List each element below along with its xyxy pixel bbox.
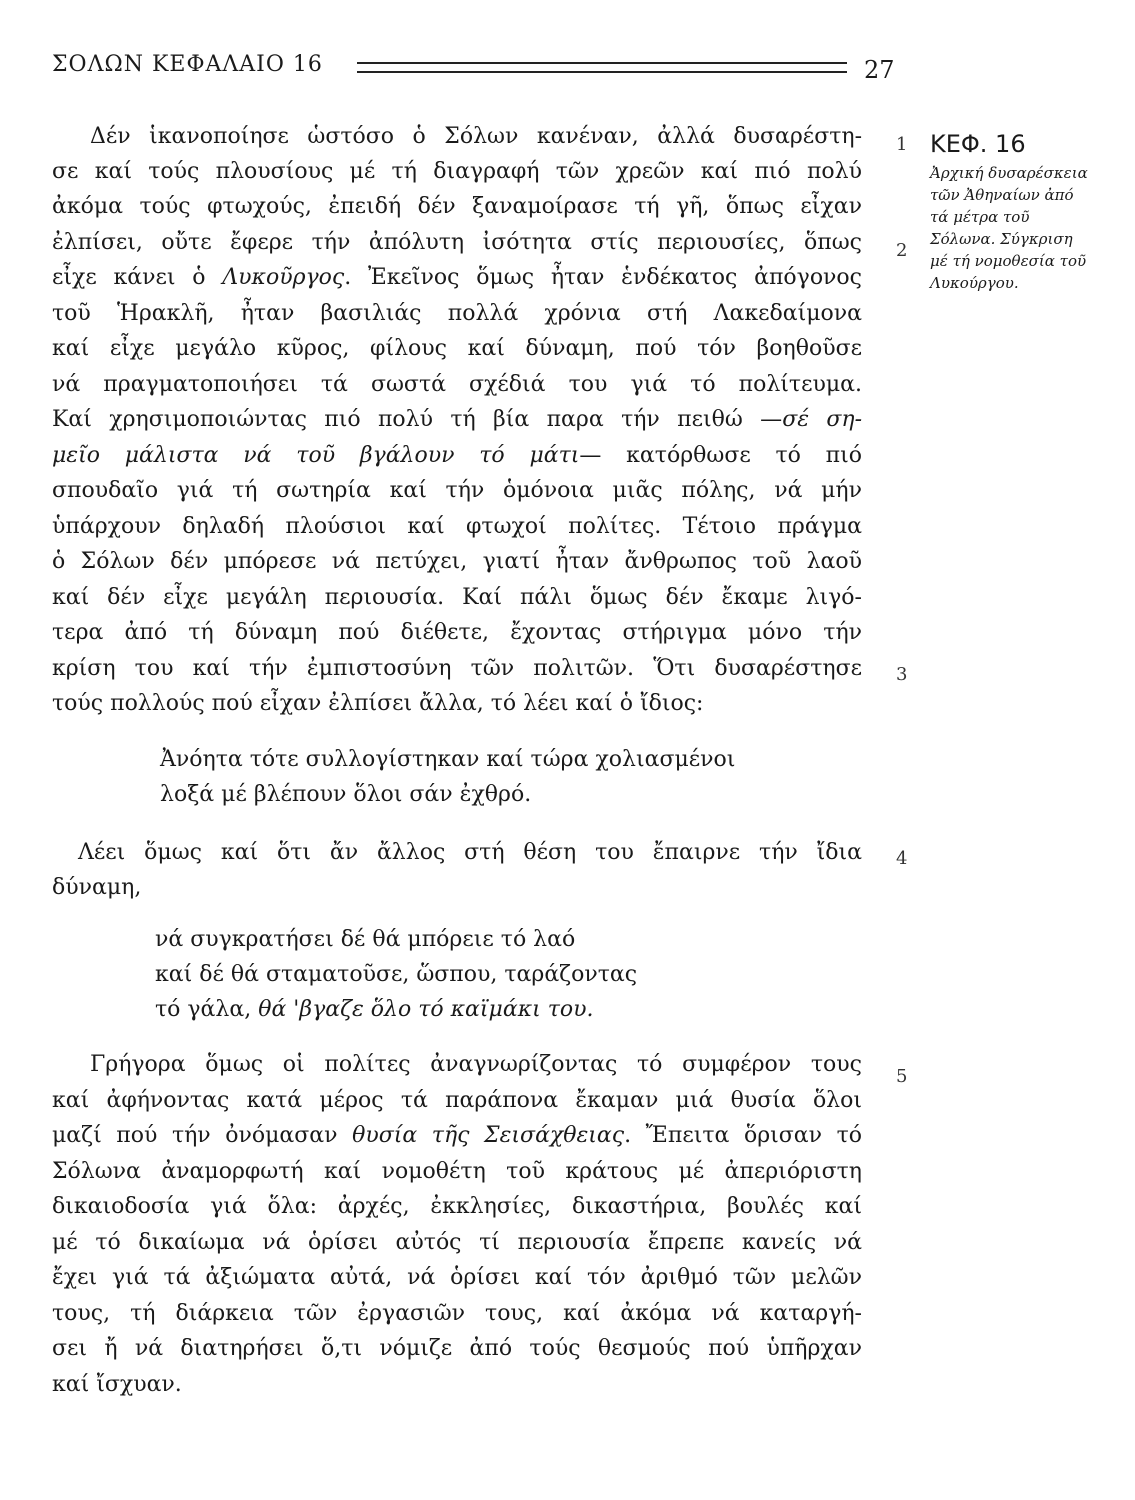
text-span: . Ἐκεῖνος ὅμως ἦταν ἑνδέκατος ἀπόγονος [344,265,862,290]
text-line: Λέει ὅμως καί ὅτι ἄν ἄλλος στή θέση του ἔπαιρνε τήν ἴδια [78,840,862,865]
text-span: — κατόρθωσε τό πιό [579,443,863,468]
italic-span: μεῖο μάλιστα νά τοῦ βγάλουν τό μάτι [52,443,580,468]
margin-number-2: 2 [896,240,908,261]
text-line: δύναμη, [52,875,142,900]
text-line [52,263,862,293]
text-line [52,441,862,471]
chapter-heading: ΚΕΦ. 16 [930,130,1026,158]
text-line: ὁ Σόλων δέν μπόρεσε νά πετύχει, γιατί ἦταν ἄνθρωπος τοῦ λαοῦ [52,549,862,574]
text-line: Σόλωνα ἀναμορφωτή καί νομοθέτη τοῦ κράτους μέ ἀπεριόριστη [52,1159,862,1184]
text-line: ὑπάρχουν δηλαδή πλούσιοι καί φτωχοί πολίτες. Τέτοιο πράγμα [52,514,862,539]
text-line [52,1121,862,1151]
text-line: σει ἤ νά διατηρήσει ὅ,τι νόμιζε ἀπό τούς θεσμούς πού ὑπῆρχαν [52,1336,862,1361]
text-span: τό γάλα, [155,997,259,1022]
text-line: νά πραγματοποιήσει τά σωστά σχέδιά του γιά τό πολίτευμα. [52,372,862,397]
margin-number-3: 3 [896,664,908,685]
text-line: ἐλπίσει, οὔτε ἔφερε τήν ἀπόλυτη ἰσότητα στίς περιουσίες, ὅπως [52,230,862,255]
running-title: ΣΟΛΩΝ ΚΕΦΑΛΑΙΟ 16 [52,52,323,77]
text-line: καί ἴσχυαν. [52,1372,182,1397]
text-line: κρίση του καί τήν ἐμπιστοσύνη τῶν πολιτῶν. Ὅτι δυσαρέστησε [52,656,862,681]
text-span: . Ἔπειτα ὅρισαν τό [624,1123,863,1148]
text-line: Δέν ἱκανοποίησε ὡστόσο ὁ Σόλων κανέναν, ἀλλά δυσαρέστη- [90,124,862,149]
verse-line: Ἀνόητα τότε συλλογίστηκαν καί τώρα χολιασμένοι [160,747,736,772]
text-line: τερα ἀπό τή δύναμη πού διέθετε, ἔχοντας στήριγμα μόνο τήν [52,620,862,645]
text-span: εἶχε κάνει ὁ [52,265,223,290]
header-double-rule [357,62,847,73]
text-line: καί δέν εἶχε μεγάλη περιουσία. Καί πάλι ὅμως δέν ἔκαμε λιγό- [52,585,862,610]
text-line: Γρήγορα ὅμως οἱ πολίτες ἀναγνωρίζοντας τό συμφέρον τους [90,1052,862,1077]
text-line: ἔχει γιά τά ἀξιώματα αὐτά, νά ὁρίσει καί τόν ἀριθμό τῶν μελῶν [52,1265,862,1290]
verse-line [155,995,594,1025]
text-line: τους, τή διάρκεια τῶν ἐργασιῶν τους, καί ἀκόμα νά καταργή- [52,1301,862,1326]
italic-span: σέ ση- [782,407,863,432]
text-line [52,405,862,435]
verse-line: καί δέ θά σταματοῦσε, ὥσπου, ταράζοντας [155,962,638,987]
page-number: 27 [864,56,895,84]
text-span: μαζί πού τήν ὀνόμασαν [52,1123,353,1148]
text-span: Καί χρησιμοποιώντας πιό πολύ τή βία παρα τήν πειθώ — [52,407,783,432]
italic-span: θυσία τῆς Σεισάχθειας [352,1123,625,1148]
text-line: ἀκόμα τούς φτωχούς, ἐπειδή δέν ξαναμοίρασε τή γῆ, ὅπως εἶχαν [52,194,862,219]
text-line: καί εἶχε μεγάλο κῦρος, φίλους καί δύναμη, πού τόν βοηθοῦσε [52,336,862,361]
text-line: μέ τό δικαίωμα νά ὁρίσει αὐτός τί περιουσία ἔπρεπε κανείς νά [52,1230,862,1255]
side-note [930,130,1090,294]
text-line: δικαιοδοσία γιά ὅλα: ἀρχές, ἐκκλησίες, δικαστήρια, βουλές καί [52,1194,862,1219]
text-line: τούς πολλούς πού εἶχαν ἐλπίσει ἄλλα, τό λέει καί ὁ ἴδιος: [52,691,704,716]
text-line: τοῦ Ἡρακλῆ, ἦταν βασιλιάς πολλά χρόνια στή Λακεδαίμονα [52,301,862,326]
verse-line: νά συγκρατήσει δέ θά μπόρειε τό λαό [155,927,576,952]
margin-number-5: 5 [896,1066,908,1087]
italic-span: Λυκοῦργος [222,265,345,290]
margin-number-4: 4 [896,848,908,869]
italic-span: θά 'βγαζε ὅλο τό καϊμάκι του. [258,997,594,1022]
margin-number-1: 1 [896,134,908,155]
verse-line: λοξά μέ βλέπουν ὅλοι σάν ἐχθρό. [160,782,532,807]
text-line: σπουδαῖο γιά τή σωτηρία καί τήν ὁμόνοια μιᾶς πόλης, νά μήν [52,478,862,503]
running-header [52,52,895,92]
text-line: καί ἀφήνοντας κατά μέρος τά παράπονα ἔκαμαν μιά θυσία ὅλοι [52,1088,862,1113]
text-line: σε καί τούς πλουσίους μέ τή διαγραφή τῶν χρεῶν καί πιό πολύ [52,159,862,184]
chapter-summary: Ἀρχική δυσαρέσκεια τῶν Ἀθηναίων ἀπό τά μέτρα τοῦ Σόλωνα. Σύγκριση μέ τή νομοθεσία τοῦ Λυκούργου. [930,164,1088,292]
